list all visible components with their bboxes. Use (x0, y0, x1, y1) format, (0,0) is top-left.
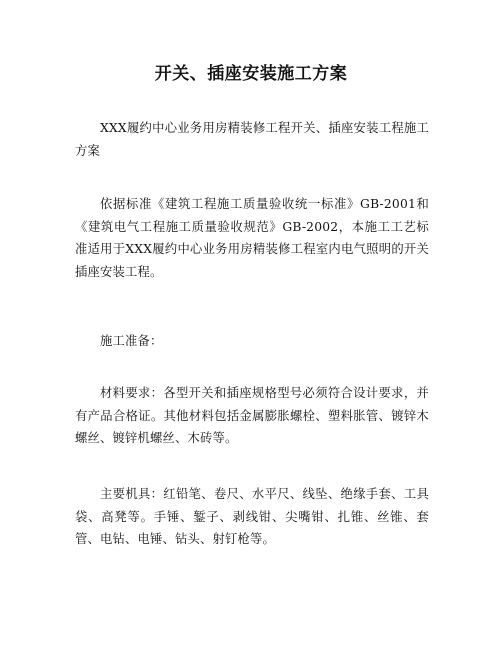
document-title: 开关、插座安装施工方案 (154, 64, 348, 84)
paragraph-material-requirements: 材料要求：各型开关和插座规格型号必须符合设计要求，并有产品合格证。其他材料包括金属膨胀螺栓、塑料胀管、镀锌木螺丝、镀锌机螺丝、木砖等。 (75, 386, 429, 445)
paragraph-construction-preparation: 施工准备： (100, 334, 163, 348)
paragraph-main-tools: 主要机具：红铅笔、卷尺、水平尺、线坠、绝缘手套、工具袋、高凳等。手锤、錾子、剥线钳、尖嘴钳、扎锥、丝锥、套管、电钻、电锤、钻头、射钉枪等。 (75, 487, 429, 546)
paragraph-standards-basis: 依据标准《建筑工程施工质量验收统一标准》GB-2001和《建筑电气工程施工质量验收规范》GB-2002，本施工工艺标准适用于XXX履约中心业务用房精装修工程室内电气照明的开关插座安装工程。 (75, 197, 429, 279)
paragraph-project-name: XXX履约中心业务用房精装修工程开关、插座安装工程施工方案 (75, 121, 429, 158)
